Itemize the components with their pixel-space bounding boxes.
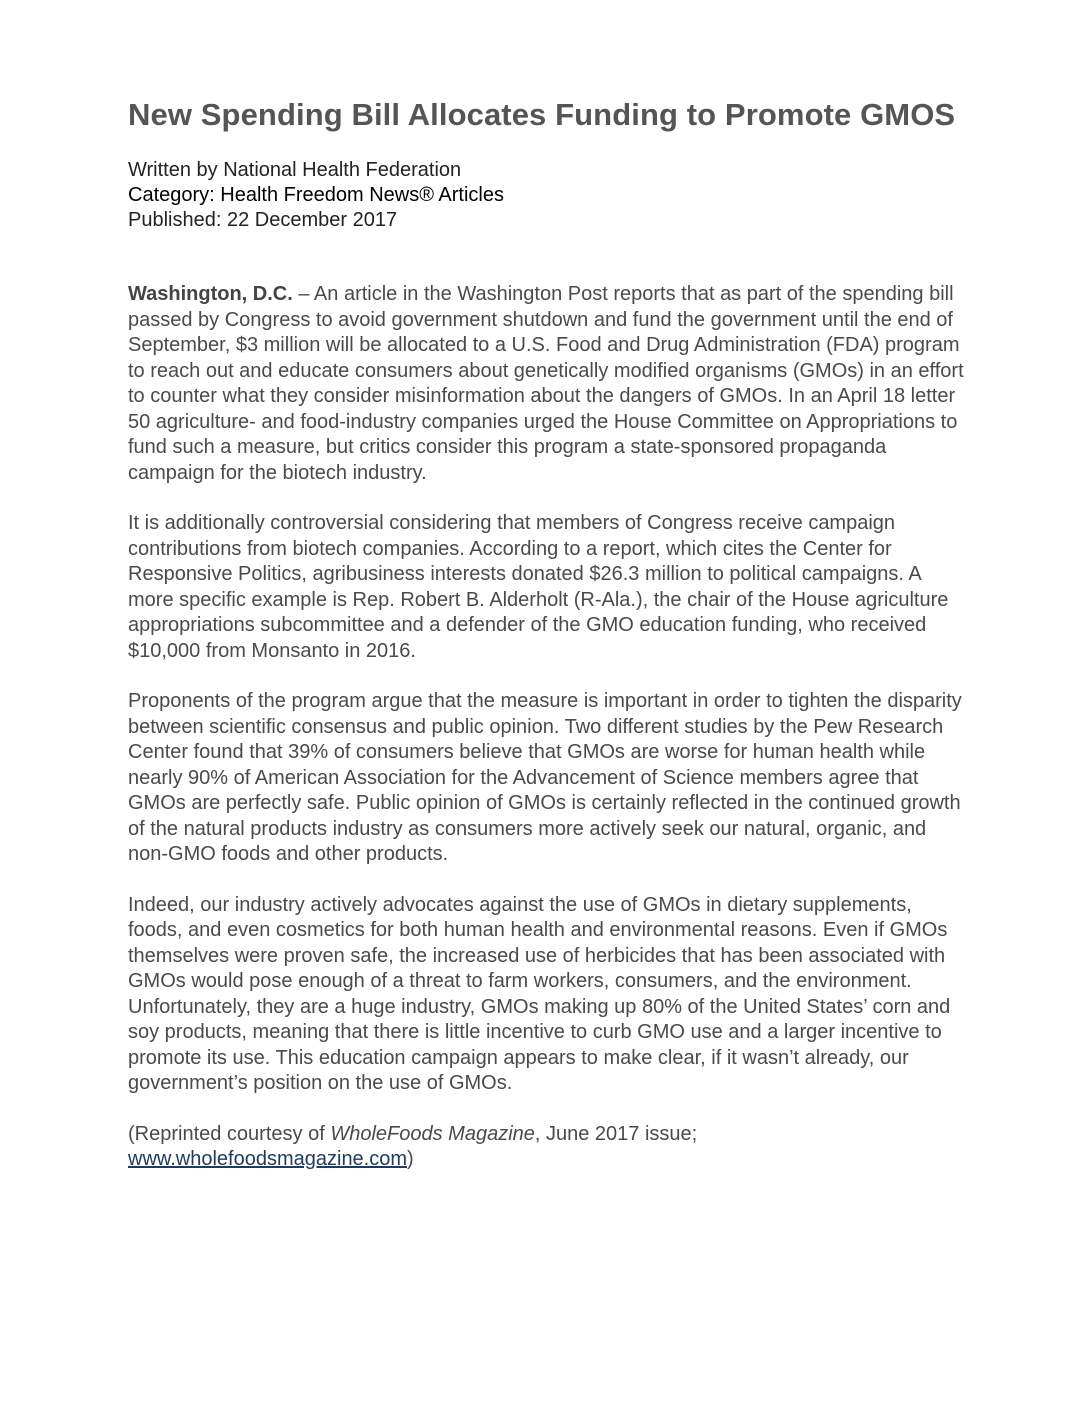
dateline: Washington, D.C. xyxy=(128,283,293,305)
published-date: Published: 22 December 2017 xyxy=(128,209,398,231)
article-body xyxy=(128,282,968,1173)
reprint-credit: (Reprinted courtesy of WholeFoods Magazine, June 2017 issue; www.wholefoodsmagazine.com) xyxy=(128,1122,698,1170)
magazine-link[interactable]: www.wholefoodsmagazine.com xyxy=(128,1148,408,1170)
category-label: Category: xyxy=(128,184,215,206)
category-value[interactable]: Health Freedom News® Articles xyxy=(220,184,505,206)
paragraph-2: It is additionally controversial considering that members of Congress receive campaign contributions from biotech companies. According to a report, which cites the Center for Responsive Politics, agribusiness interests donated $26.3 million to political campaigns. A more specific example is Rep. Robert B. Alderholt (R-Ala.), the chair of the House agriculture appropriations subcommittee and a defender of the GMO education funding, who received $10,000 from Monsanto in 2016. xyxy=(128,512,949,662)
article xyxy=(128,96,968,1173)
author-line: Written by National Health Federation xyxy=(128,159,462,181)
paragraph-3: Proponents of the program argue that the measure is important in order to tighten the disparity between scientific consensus and public opinion. Two different studies by the Pew Research Center found that 39% of consumers believe that GMOs are worse for human health while nearly 90% of American Association for the Advancement of Science members agree that GMOs are perfectly safe. Public opinion of GMOs is certainly reflected in the continued growth of the natural products industry as consumers more actively seek our natural, organic, and non-GMO foods and other products. xyxy=(128,690,962,865)
article-meta xyxy=(128,158,968,233)
paragraph-1: Washington, D.C. – An article in the Washington Post reports that as part of the spending bill passed by Congress to avoid government shutdown and fund the government until the end of September, $3 million will be allocated to a U.S. Food and Drug Administration (FDA) program to reach out and educate consumers about genetically modified organisms (GMOs) in an effort to counter what they consider misinformation about the dangers of GMOs. In an April 18 letter 50 agriculture- and food-industry companies urged the House Committee on Appropriations to fund such a measure, but critics consider this program a state-sponsored propaganda campaign for the biotech industry. xyxy=(128,283,964,484)
magazine-name: WholeFoods Magazine xyxy=(330,1122,535,1145)
page-title: New Spending Bill Allocates Funding to Promote GMOS xyxy=(128,97,956,132)
paragraph-4: Indeed, our industry actively advocates against the use of GMOs in dietary supplements, foods, and even cosmetics for both human health and environmental reasons. Even if GMOs themselves were proven safe, the increased use of herbicides that has been associated with GMOs would pose enough of a threat to farm workers, consumers, and the environment. Unfortunately, they are a huge industry, GMOs making up 80% of the United States’ corn and soy products, meaning that there is little incentive to curb GMO use and a larger incentive to promote its use. This education campaign appears to make clear, if it wasn’t already, our government’s position on the use of GMOs. xyxy=(128,893,951,1094)
category-line xyxy=(128,183,968,208)
